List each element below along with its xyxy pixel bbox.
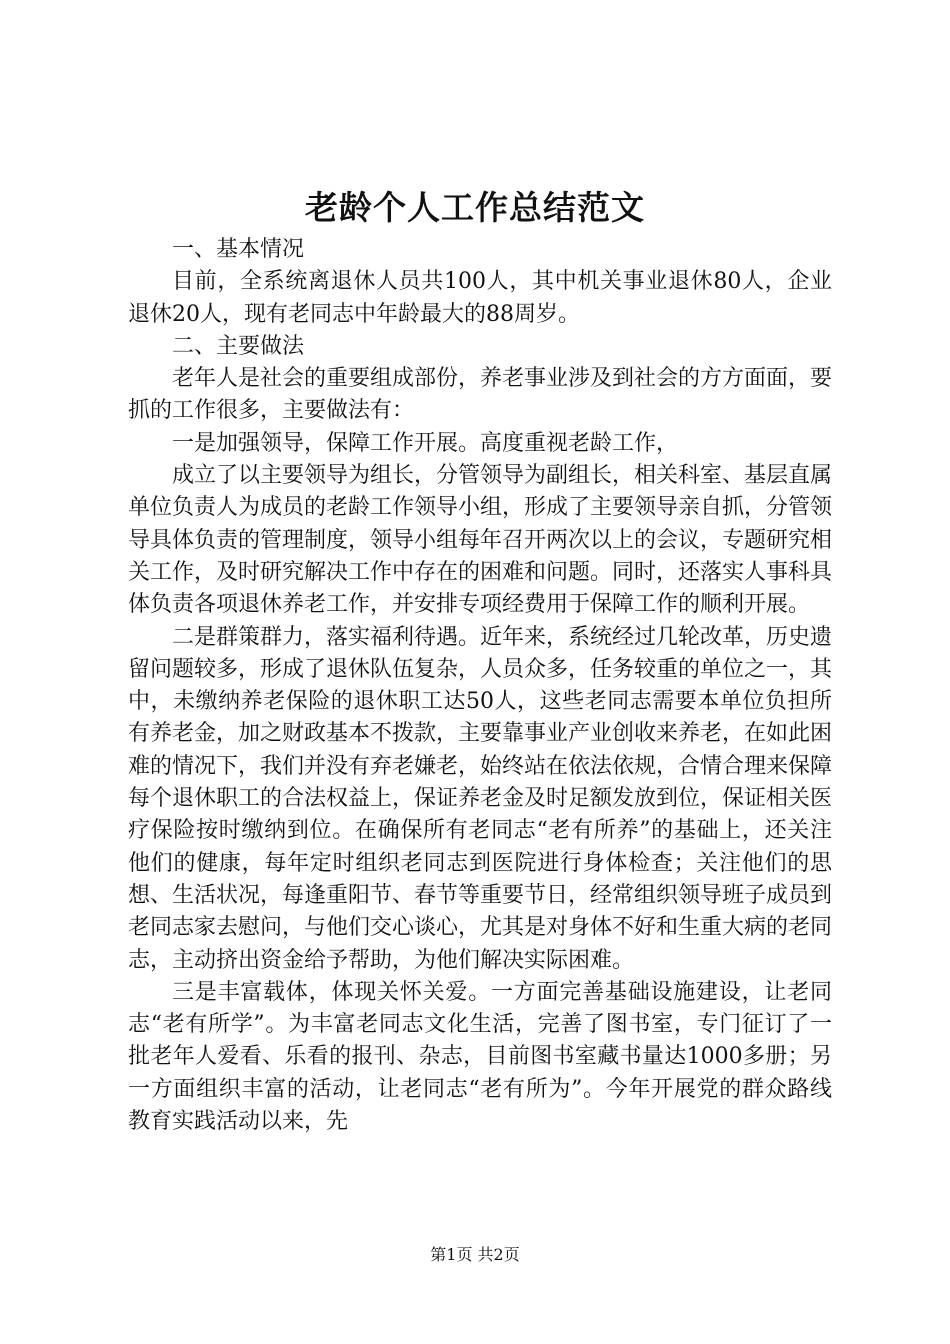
body-paragraph: 一是加强领导，保障工作开展。高度重视老龄工作，: [172, 430, 679, 456]
page-footer: 第1页 共2页: [430, 1245, 520, 1264]
section-heading: 二、主要做法: [172, 333, 305, 359]
body-paragraph: 老年人是社会的重要组成部份，养老事业涉及到社会的方方面面，要抓的工作很多，主要做法有：: [128, 366, 833, 424]
section-heading: 一、基本情况: [172, 237, 305, 262]
body-paragraph: 目前，全系统离退休人员共100人，其中机关事业退休80人，企业退休20人，现有老同志中年龄最大的88周岁。: [128, 269, 832, 327]
body-paragraph: 二是群策群力，落实福利待遇。近年来，系统经过几轮改革，历史遗留问题较多，形成了退休队伍复杂，人员众多，任务较重的单位之一，其中，未缴纳养老保险的退休职工达50人，这些老同志需要本单位负担所有养老金，加之财政基本不拨款，主要靠事业产业创收来养老，在如此困难的情况下，我们并没有弃老嫌老，始终站在依法依规，合情合理来保障每个退休职工的合法权益上，保证养老金及时足额发放到位，保证相关医疗保险按时缴纳到位。在确保所有老同志“老有所养”的基础上，还关注他们的健康，每年定时组织老同志到医院进行身体检查；关注他们的思想、生活状况，每逢重阳节、春节等重要节日，经常组织领导班子成员到老同志家去慰问，与他们交心谈心，尤其是对身体不好和生重大病的老同志，主动挤出资金给予帮助，为他们解决实际困难。: [128, 624, 833, 973]
body-paragraph: 成立了以主要领导为组长，分管领导为副组长，相关科室、基层直属单位负责人为成员的老龄工作领导小组，形成了主要领导亲自抓，分管领导具体负责的管理制度，领导小组每年召开两次以上的会议，专题研究相关工作，及时研究解决工作中存在的困难和问题。同时，还落实人事科具体负责各项退休养老工作，并安排专项经费用于保障工作的顺利开展。: [128, 463, 833, 618]
document-title: 老龄个人工作总结范文: [305, 188, 645, 227]
body-paragraph: 三是丰富载体，体现关怀关爱。一方面完善基础设施建设，让老同志“老有所学”。为丰富老同志文化生活，完善了图书室，专门征订了一批老年人爱看、乐看的报刊、杂志，目前图书室藏书量达1000多册；另一方面组织丰富的活动，让老同志“老有所为”。今年开展党的群众路线教育实践活动以来，先: [128, 979, 832, 1135]
document-body: [128, 234, 832, 1138]
